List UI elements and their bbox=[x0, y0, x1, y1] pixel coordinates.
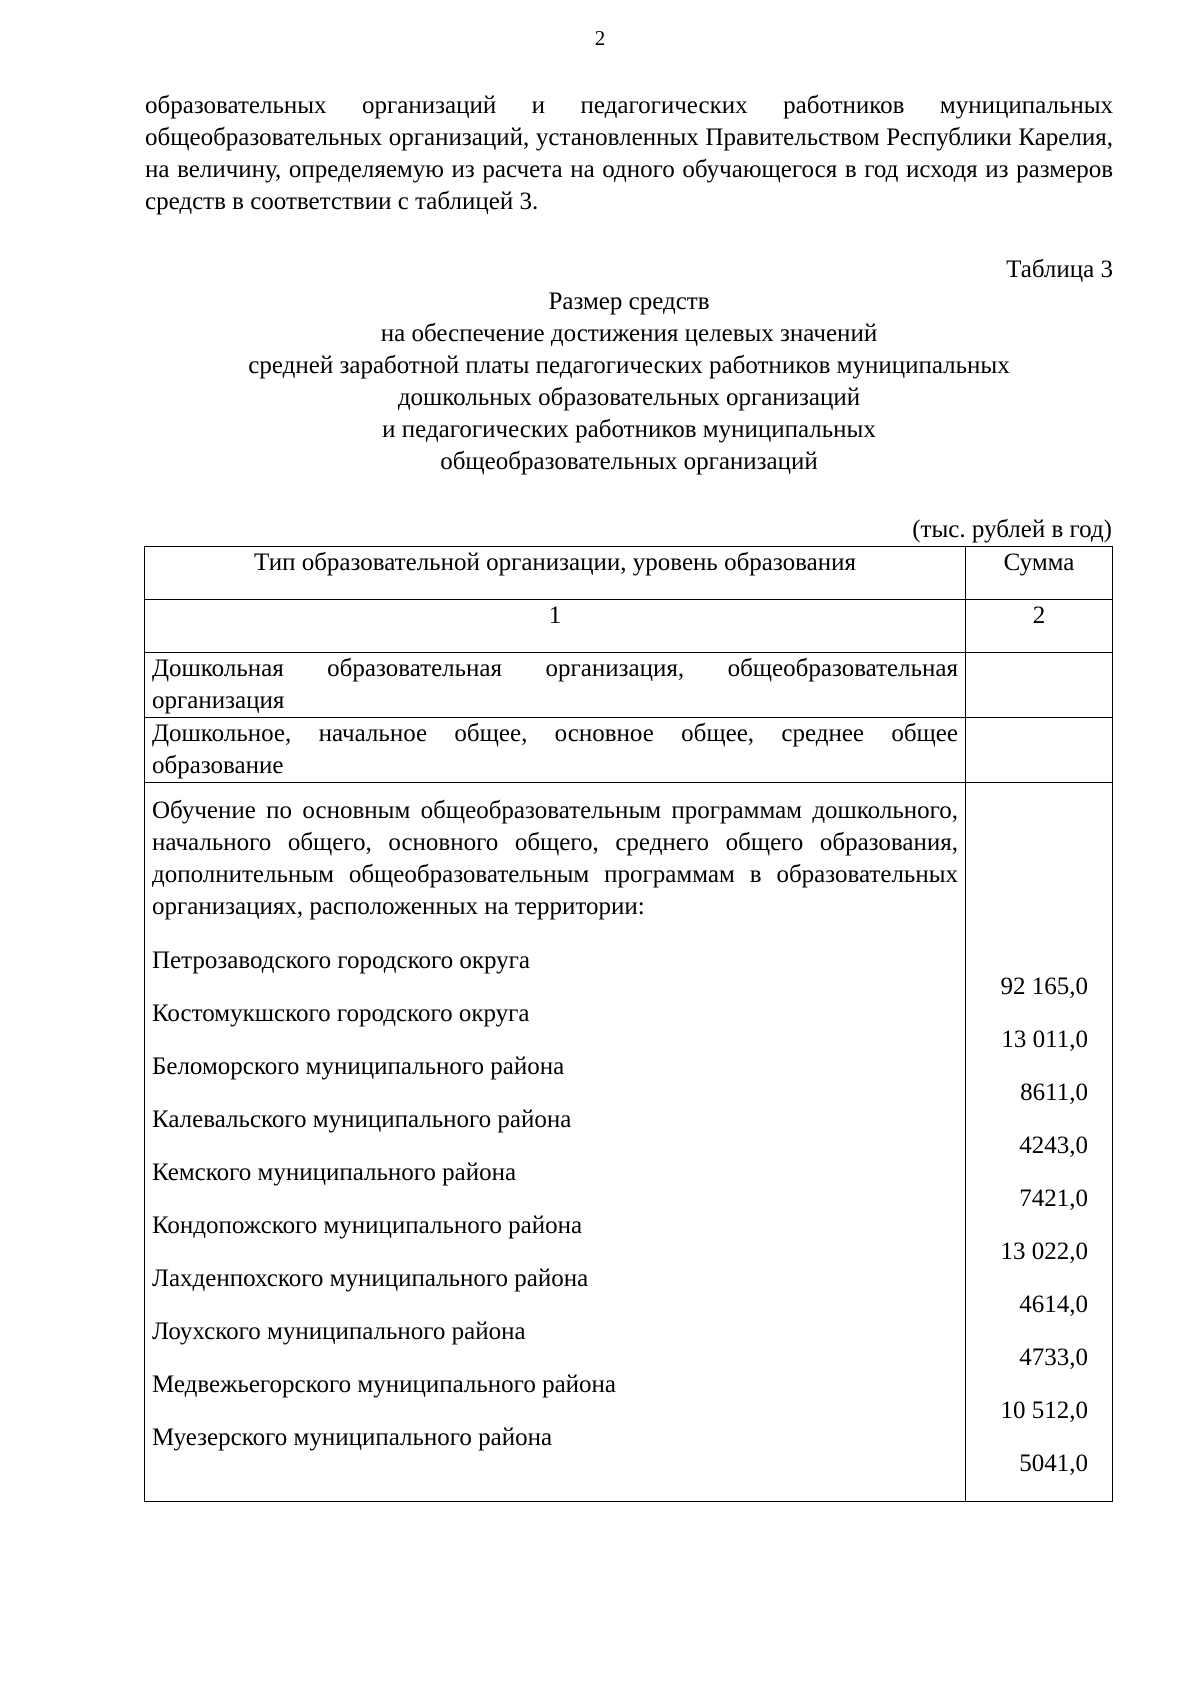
territory-name: Петрозаводского городского округа bbox=[152, 947, 530, 974]
territory-name: Кондопожского муниципального района bbox=[152, 1212, 583, 1239]
territory-list bbox=[152, 945, 958, 1493]
sum-cell bbox=[966, 783, 1113, 1502]
territory-sum: 4733,0 bbox=[1019, 1344, 1088, 1371]
allocation-table bbox=[144, 546, 1113, 1502]
territory-row bbox=[145, 783, 1113, 1502]
territory-name: Кемского муниципального района bbox=[152, 1159, 517, 1186]
table-title bbox=[145, 286, 1113, 478]
category-sum bbox=[966, 653, 1113, 718]
territory-name: Беломорского муниципального района bbox=[152, 1053, 565, 1080]
territory-sum: 13 011,0 bbox=[1001, 1026, 1088, 1053]
units-label: (тыс. рублей в год) bbox=[912, 516, 1112, 543]
column-number-1: 1 bbox=[145, 600, 966, 653]
territory-sum: 10 512,0 bbox=[1000, 1397, 1088, 1424]
territory-sum: 7421,0 bbox=[1019, 1185, 1088, 1212]
territory-sum: 4243,0 bbox=[1019, 1132, 1088, 1159]
header-type: Тип образовательной организации, уровень образования bbox=[145, 547, 966, 600]
territory-sum: 5041,0 bbox=[1019, 1450, 1088, 1477]
intro-paragraph: образовательных организаций и педагогических работников муниципальных общеобразовательных организаций, установленных Правительством Республики Карелия, на величину, определяемую из расчета на одного обучающегося в год исходя из размеров средств в соответствии с таблицей 3. bbox=[145, 92, 1113, 215]
category-row bbox=[145, 718, 1113, 783]
category-row bbox=[145, 653, 1113, 718]
category-sum bbox=[966, 718, 1113, 783]
territory-sum: 8611,0 bbox=[1020, 1079, 1088, 1106]
territory-name: Муезерского муниципального района bbox=[152, 1424, 553, 1451]
territory-name: Калевальского муниципального района bbox=[152, 1106, 572, 1133]
territory-sum: 4614,0 bbox=[1019, 1291, 1088, 1318]
page-number: 2 bbox=[594, 26, 606, 50]
table-title-line: Размер средств bbox=[548, 288, 710, 315]
territory-name: Лоухского муниципального района bbox=[152, 1318, 526, 1345]
territory-cell bbox=[145, 783, 966, 1502]
territory-sum: 13 022,0 bbox=[1000, 1238, 1088, 1265]
table-title-line: дошкольных образовательных организаций bbox=[397, 384, 861, 411]
column-number-row bbox=[145, 600, 1113, 653]
table-header-row bbox=[145, 547, 1113, 600]
territory-name: Лахденпохского муниципального района bbox=[152, 1265, 589, 1292]
table-title-line: и педагогических работников муниципальных bbox=[382, 416, 876, 443]
table-title-line: на обеспечение достижения целевых значений bbox=[380, 320, 878, 347]
table-title-line: общеобразовательных организаций bbox=[440, 448, 818, 475]
territory-name: Костомукшского городского округа bbox=[152, 1000, 530, 1027]
sum-list bbox=[966, 971, 1112, 1501]
category-label: Дошкольное, начальное общее, основное общее, среднее общее образование bbox=[145, 718, 966, 783]
header-sum: Сумма bbox=[966, 547, 1113, 600]
territory-name: Медвежьегорского муниципального района bbox=[152, 1371, 617, 1398]
territory-sum: 92 165,0 bbox=[1000, 973, 1088, 1000]
column-number-2: 2 bbox=[966, 600, 1113, 653]
category-label: Дошкольная образовательная организация, общеобразовательная организация bbox=[145, 653, 966, 718]
territory-intro: Обучение по основным общеобразовательным программам дошкольного, начального общего, основного общего, среднего общего образования, дополнительным общеобразовательным программам в образовательных организациях, расположенных на территории: bbox=[152, 797, 958, 920]
table-label: Таблица 3 bbox=[1006, 256, 1113, 283]
table-title-line: средней заработной платы педагогических работников муниципальных bbox=[248, 352, 1010, 379]
